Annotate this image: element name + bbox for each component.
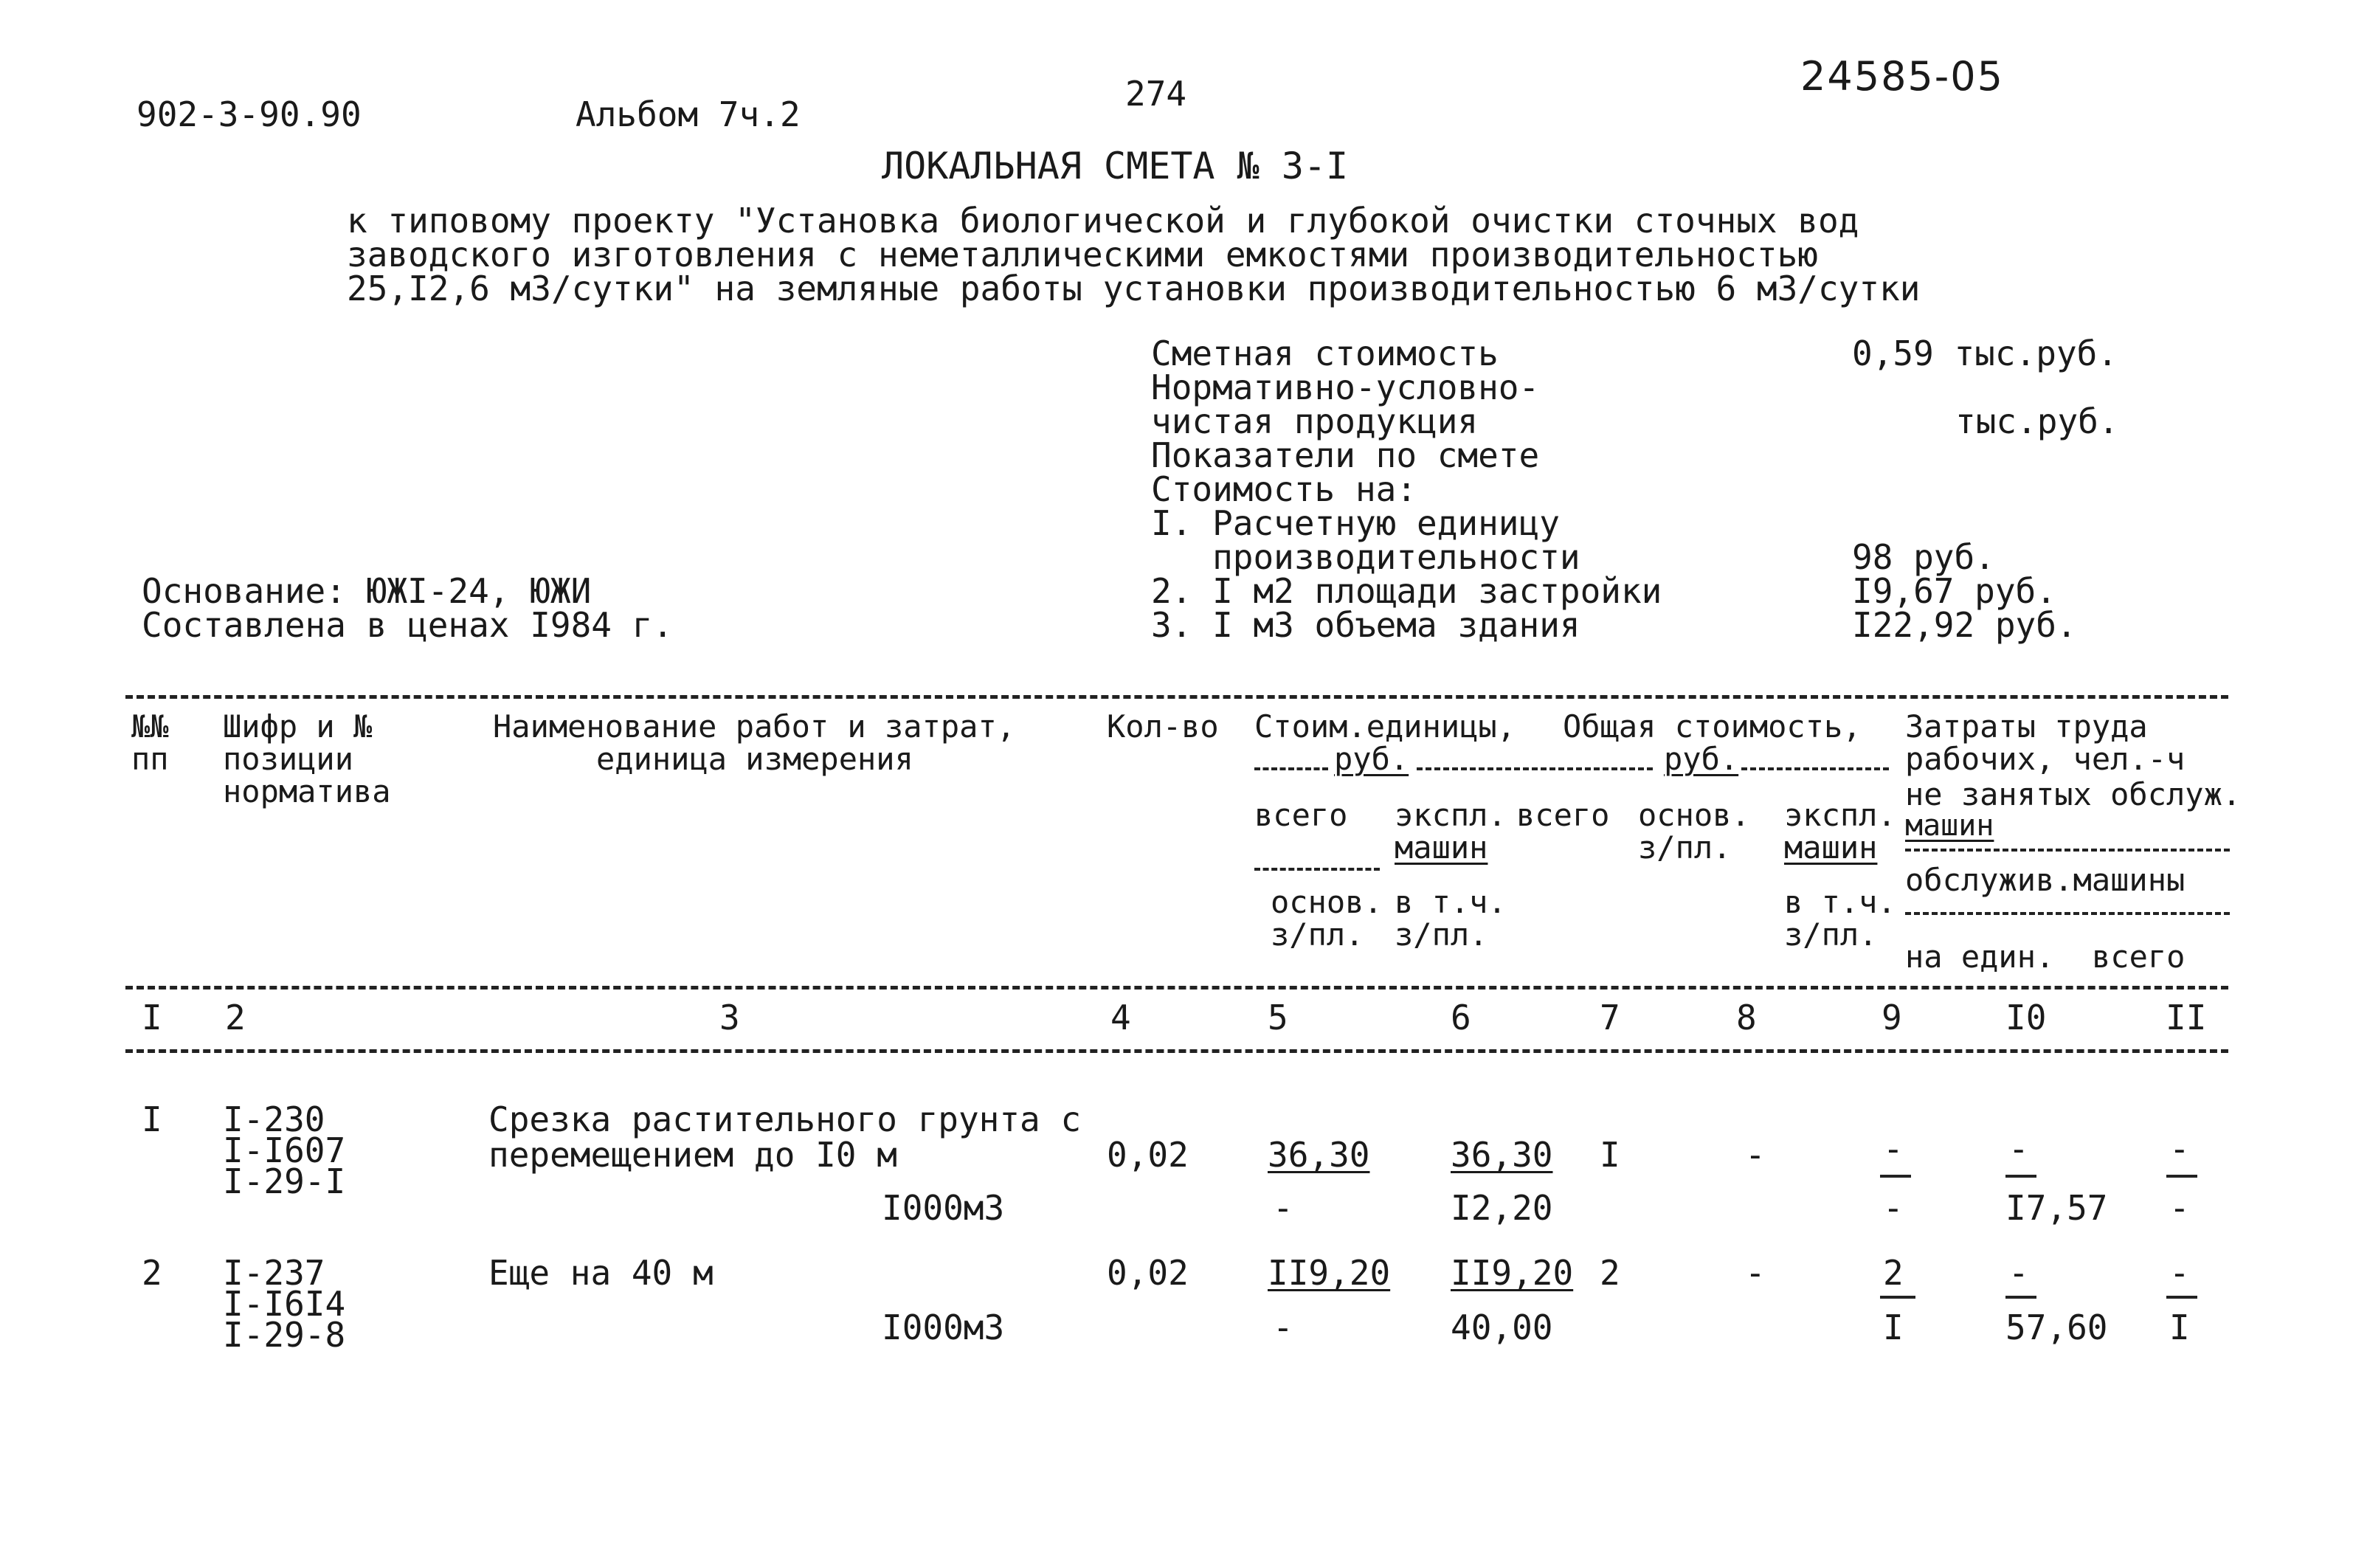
header-vtch: в т.ч. [1395,884,1507,920]
header-total-cost: Общая стоимость, [1563,708,1862,745]
summary-label: Сметная стоимость [1151,334,1499,373]
row-total-cost: I [1600,1135,1620,1175]
header-name: единица измерения [596,741,913,777]
header-labor-not-busy: не занятых обслуж. [1905,776,2242,812]
header-unit-cost-rub: руб. [1334,741,1409,777]
summary-label: 3. I м3 объема здания [1151,605,1580,645]
row-total-machines: 2 [1883,1253,1904,1293]
header-code: позиции [223,741,354,777]
row-labor-unit: - [2008,1129,2029,1169]
header-labor: Затраты труда [1905,708,2148,745]
row-machine-wage: 40,00 [1451,1308,1553,1347]
column-number: 7 [1600,998,1620,1037]
row-total-cost: 2 [1600,1253,1620,1293]
row-labor-unit: - [2008,1253,2029,1293]
row-name: Еще на 40 м [488,1253,713,1293]
row-fraction-bar [2166,1296,2197,1299]
column-number: 9 [1882,998,1902,1037]
row-code: I-237 [223,1253,325,1293]
row-code: I-29-I [223,1161,346,1201]
row-unit-cost-wage: - [1273,1308,1293,1347]
prices-line: Составлена в ценах I984 г. [142,605,674,645]
column-number: 3 [719,998,740,1037]
summary-label: чистая продукция [1151,401,1479,441]
row-labor-total-serving: - [2169,1188,2190,1228]
row-unit: I000м3 [882,1188,1005,1228]
header-mashin2: машин [1784,829,1878,866]
header-zpl: з/пл. [1638,829,1732,866]
column-number: I [142,998,162,1037]
row-labor-unit-serving: I7,57 [2005,1188,2108,1228]
row-unit-cost-total: 36,30 [1268,1135,1370,1175]
header-qty: Кол-во [1107,708,1219,745]
row-total-machines-wage: - [1883,1188,1904,1228]
row-code: I-I607 [223,1130,346,1170]
row-fraction-bar [2005,1175,2036,1178]
header-vsego2: всего [1516,797,1610,833]
header-labor-serving: обслужив.машины [1905,862,2186,898]
header-unit-cost: Стоим.единицы, [1254,708,1516,745]
header-osnov: основ. [1638,797,1750,833]
row-name: Срезка растительного грунта с [488,1099,1082,1139]
header-num: пп [131,741,169,777]
row-total-wage: - [1745,1253,1766,1293]
subtitle-line: 25,I2,6 м3/сутки" на земляные работы установки производительностью 6 м3/сутки [347,269,1921,308]
header-labor-per-unit: на един. [1905,939,2055,975]
header-total-cost-rub: руб. [1664,741,1739,777]
document-title: ЛОКАЛЬНАЯ СМЕТА № 3-I [882,145,1349,187]
column-number: I0 [2005,998,2047,1037]
column-number: 2 [225,998,246,1037]
row-unit: I000м3 [882,1308,1005,1347]
row-code: I-29-8 [223,1315,346,1355]
row-labor-total: - [2169,1129,2190,1169]
summary-label: 2. I м2 площади застройки [1151,571,1662,611]
header-rule [1905,849,2230,852]
row-number: I [142,1099,162,1139]
header-rule [1741,767,1889,770]
handwritten-number: 24585-05 [1800,53,2004,100]
row-machine-cost: 36,30 [1451,1135,1553,1175]
row-fraction-bar [1880,1175,1911,1178]
header-name: Наименование работ и затрат, [493,708,1016,745]
row-fraction-bar [2005,1296,2036,1299]
subtitle-line: заводского изготовления с неметаллическими емкостями производительностью [347,235,1818,274]
row-machine-wage: I2,20 [1451,1188,1553,1228]
row-fraction-bar [2166,1175,2197,1178]
row-total-machines-wage: I [1883,1308,1904,1347]
table-top-rule [125,695,2228,699]
column-number: 4 [1110,998,1131,1037]
volume-cost-value: I22,92 руб. [1852,605,2077,645]
header-osnov-zpl: основ. [1271,884,1383,920]
header-osnov-zpl: з/пл. [1271,916,1364,953]
header-vtch2: в т.ч. [1784,884,1896,920]
area-cost-value: I9,67 руб. [1852,571,2056,611]
column-number: 8 [1736,998,1757,1037]
column-number: 5 [1268,998,1288,1037]
basis-line: Основание: ЮЖI-24, ЮЖИ [142,571,592,611]
unit-cost-value: 98 руб. [1852,537,1995,577]
header-labor-total: всего [2092,939,2186,975]
header-code: Шифр и № [223,708,373,745]
row-quantity: 0,02 [1107,1135,1189,1175]
row-fraction-bar [1880,1296,1915,1299]
row-code: I-I6I4 [223,1284,346,1324]
header-ekspl: экспл. [1395,797,1507,833]
header-code: норматива [223,773,391,809]
summary-label: Стоимость на: [1151,469,1417,509]
column-number: 6 [1451,998,1471,1037]
row-quantity: 0,02 [1107,1253,1189,1293]
summary-label: Показатели по смете [1151,435,1540,475]
row-total-machines: - [1883,1129,1904,1169]
document-code: 902-3-90.90 [137,94,362,134]
header-ekspl2: экспл. [1784,797,1896,833]
header-labor: рабочих, чел.-ч [1905,741,2186,777]
column-numbers-top-rule [125,986,2228,990]
album-label: Альбом 7ч.2 [576,94,801,134]
header-vtch: з/пл. [1395,916,1488,953]
page-number: 274 [1125,74,1187,114]
header-labor-machines: машин [1905,809,1994,843]
header-rule [1905,912,2230,915]
header-rule [1254,767,1328,770]
row-name: перемещением до I0 м [488,1135,897,1175]
row-labor-total-serving: I [2169,1308,2190,1347]
header-rule [1417,767,1653,770]
header-vtch2: з/пл. [1784,916,1878,953]
column-numbers-bottom-rule [125,1049,2228,1053]
summary-label: I. Расчетную единицу [1151,503,1560,543]
subtitle-line: к типовому проекту "Установка биологической и глубокой очистки сточных вод [347,201,1859,241]
row-number: 2 [142,1253,162,1293]
summary-label: Нормативно-условно- [1151,367,1540,407]
row-machine-cost: II9,20 [1451,1253,1574,1293]
header-num: №№ [131,708,169,745]
summary-label: производительности [1151,537,1580,577]
header-mashin: машин [1395,829,1488,866]
header-rule [1254,868,1380,871]
row-unit-cost-total: II9,20 [1268,1253,1391,1293]
row-labor-total: - [2169,1253,2190,1293]
row-total-wage: - [1745,1135,1766,1175]
row-labor-unit-serving: 57,60 [2005,1308,2108,1347]
column-number: II [2166,998,2207,1037]
nup-value: тыс.руб. [1955,401,2119,441]
row-code: I-230 [223,1099,325,1139]
header-vsego: всего [1254,797,1348,833]
row-unit-cost-wage: - [1273,1188,1293,1228]
estimated-cost-value: 0,59 тыс.руб. [1852,334,2118,373]
